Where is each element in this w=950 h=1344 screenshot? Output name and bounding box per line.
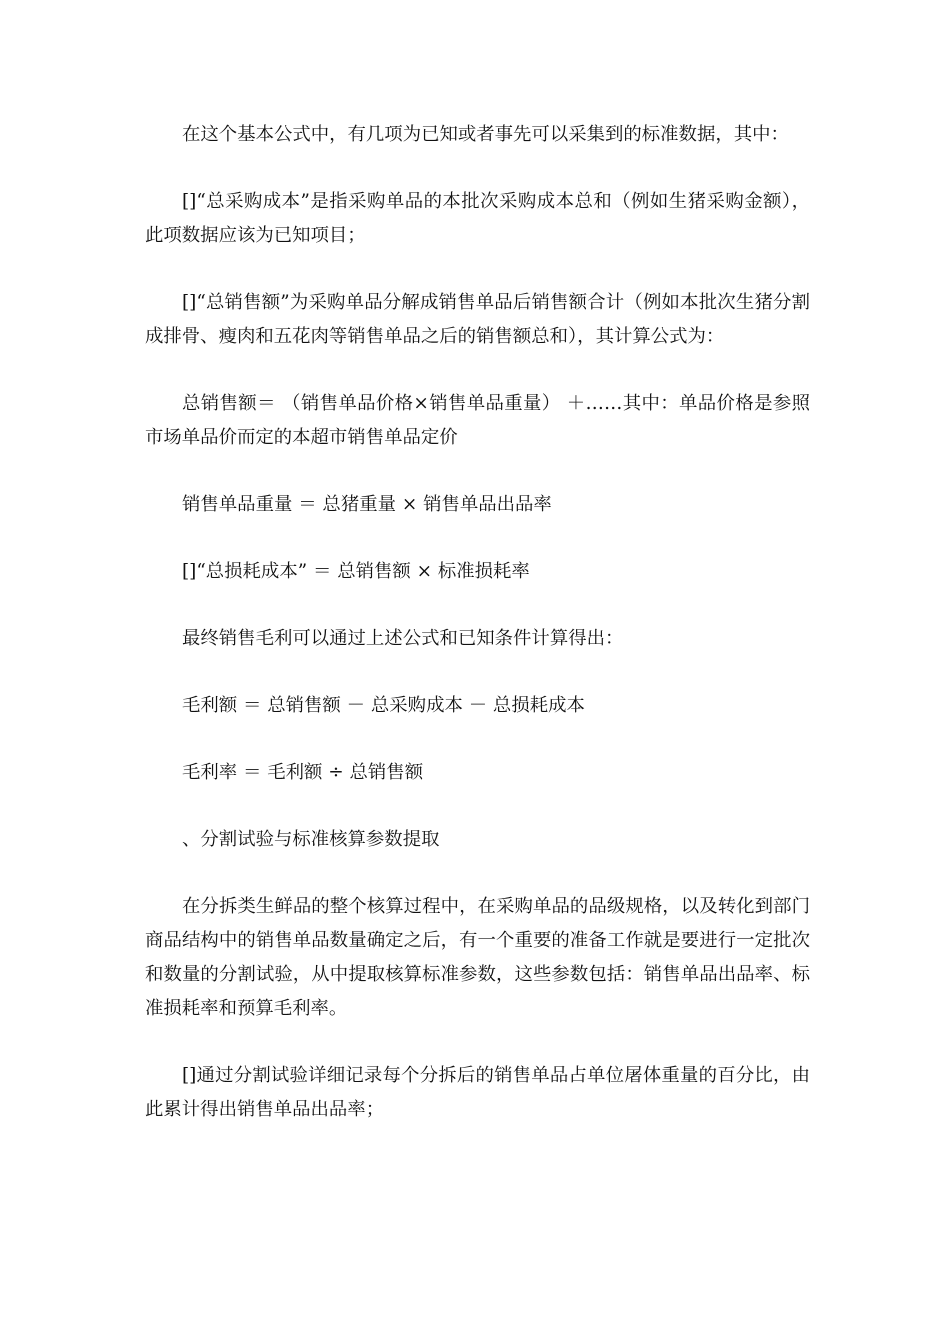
paragraph-total-sales: []“总销售额”为采购单品分解成销售单品后销售额合计（例如本批次生猪分割成排骨、瘦肉和五花肉等销售单品之后的销售额总和），其计算公式为： xyxy=(145,292,810,347)
paragraph-gross-profit-formula: 毛利额 ＝ 总销售额 － 总采购成本 － 总损耗成本 xyxy=(182,695,585,716)
paragraph-yield-rate: []通过分割试验详细记录每个分拆后的销售单品占单位屠体重量的百分比，由此累计得出销售单品出品率； xyxy=(145,1065,810,1120)
paragraph-gross-margin-formula: 毛利率 ＝ 毛利额 ÷ 总销售额 xyxy=(182,762,424,783)
section-heading: 、分割试验与标准核算参数提取 xyxy=(182,829,440,850)
paragraph-total-purchase-cost: []“总采购成本”是指采购单品的本批次采购成本总和（例如生猪采购金额），此项数据应该为已知项目； xyxy=(145,191,810,246)
document-body xyxy=(145,118,810,1160)
paragraph-sales-weight-formula: 销售单品重量 ＝ 总猪重量 × 销售单品出品率 xyxy=(182,494,552,515)
paragraph-split-test: 在分拆类生鲜品的整个核算过程中，在采购单品的品级规格，以及转化到部门商品结构中的销售单品数量确定之后，有一个重要的准备工作就是要进行一定批次和数量的分割试验，从中提取核算标准参数，这些参数包括：销售单品出品率、标准损耗率和预算毛利率。 xyxy=(145,896,810,1019)
paragraph-sales-formula: 总销售额＝ （销售单品价格×销售单品重量） ＋……其中：单品价格是参照市场单品价而定的本超市销售单品定价 xyxy=(145,393,810,448)
paragraph-gross-profit-intro: 最终销售毛利可以通过上述公式和已知条件计算得出： xyxy=(182,628,624,649)
paragraph-loss-cost-formula: []“总损耗成本” ＝ 总销售额 × 标准损耗率 xyxy=(182,561,530,582)
paragraph-intro: 在这个基本公式中，有几项为已知或者事先可以采集到的标准数据，其中： xyxy=(182,124,789,145)
